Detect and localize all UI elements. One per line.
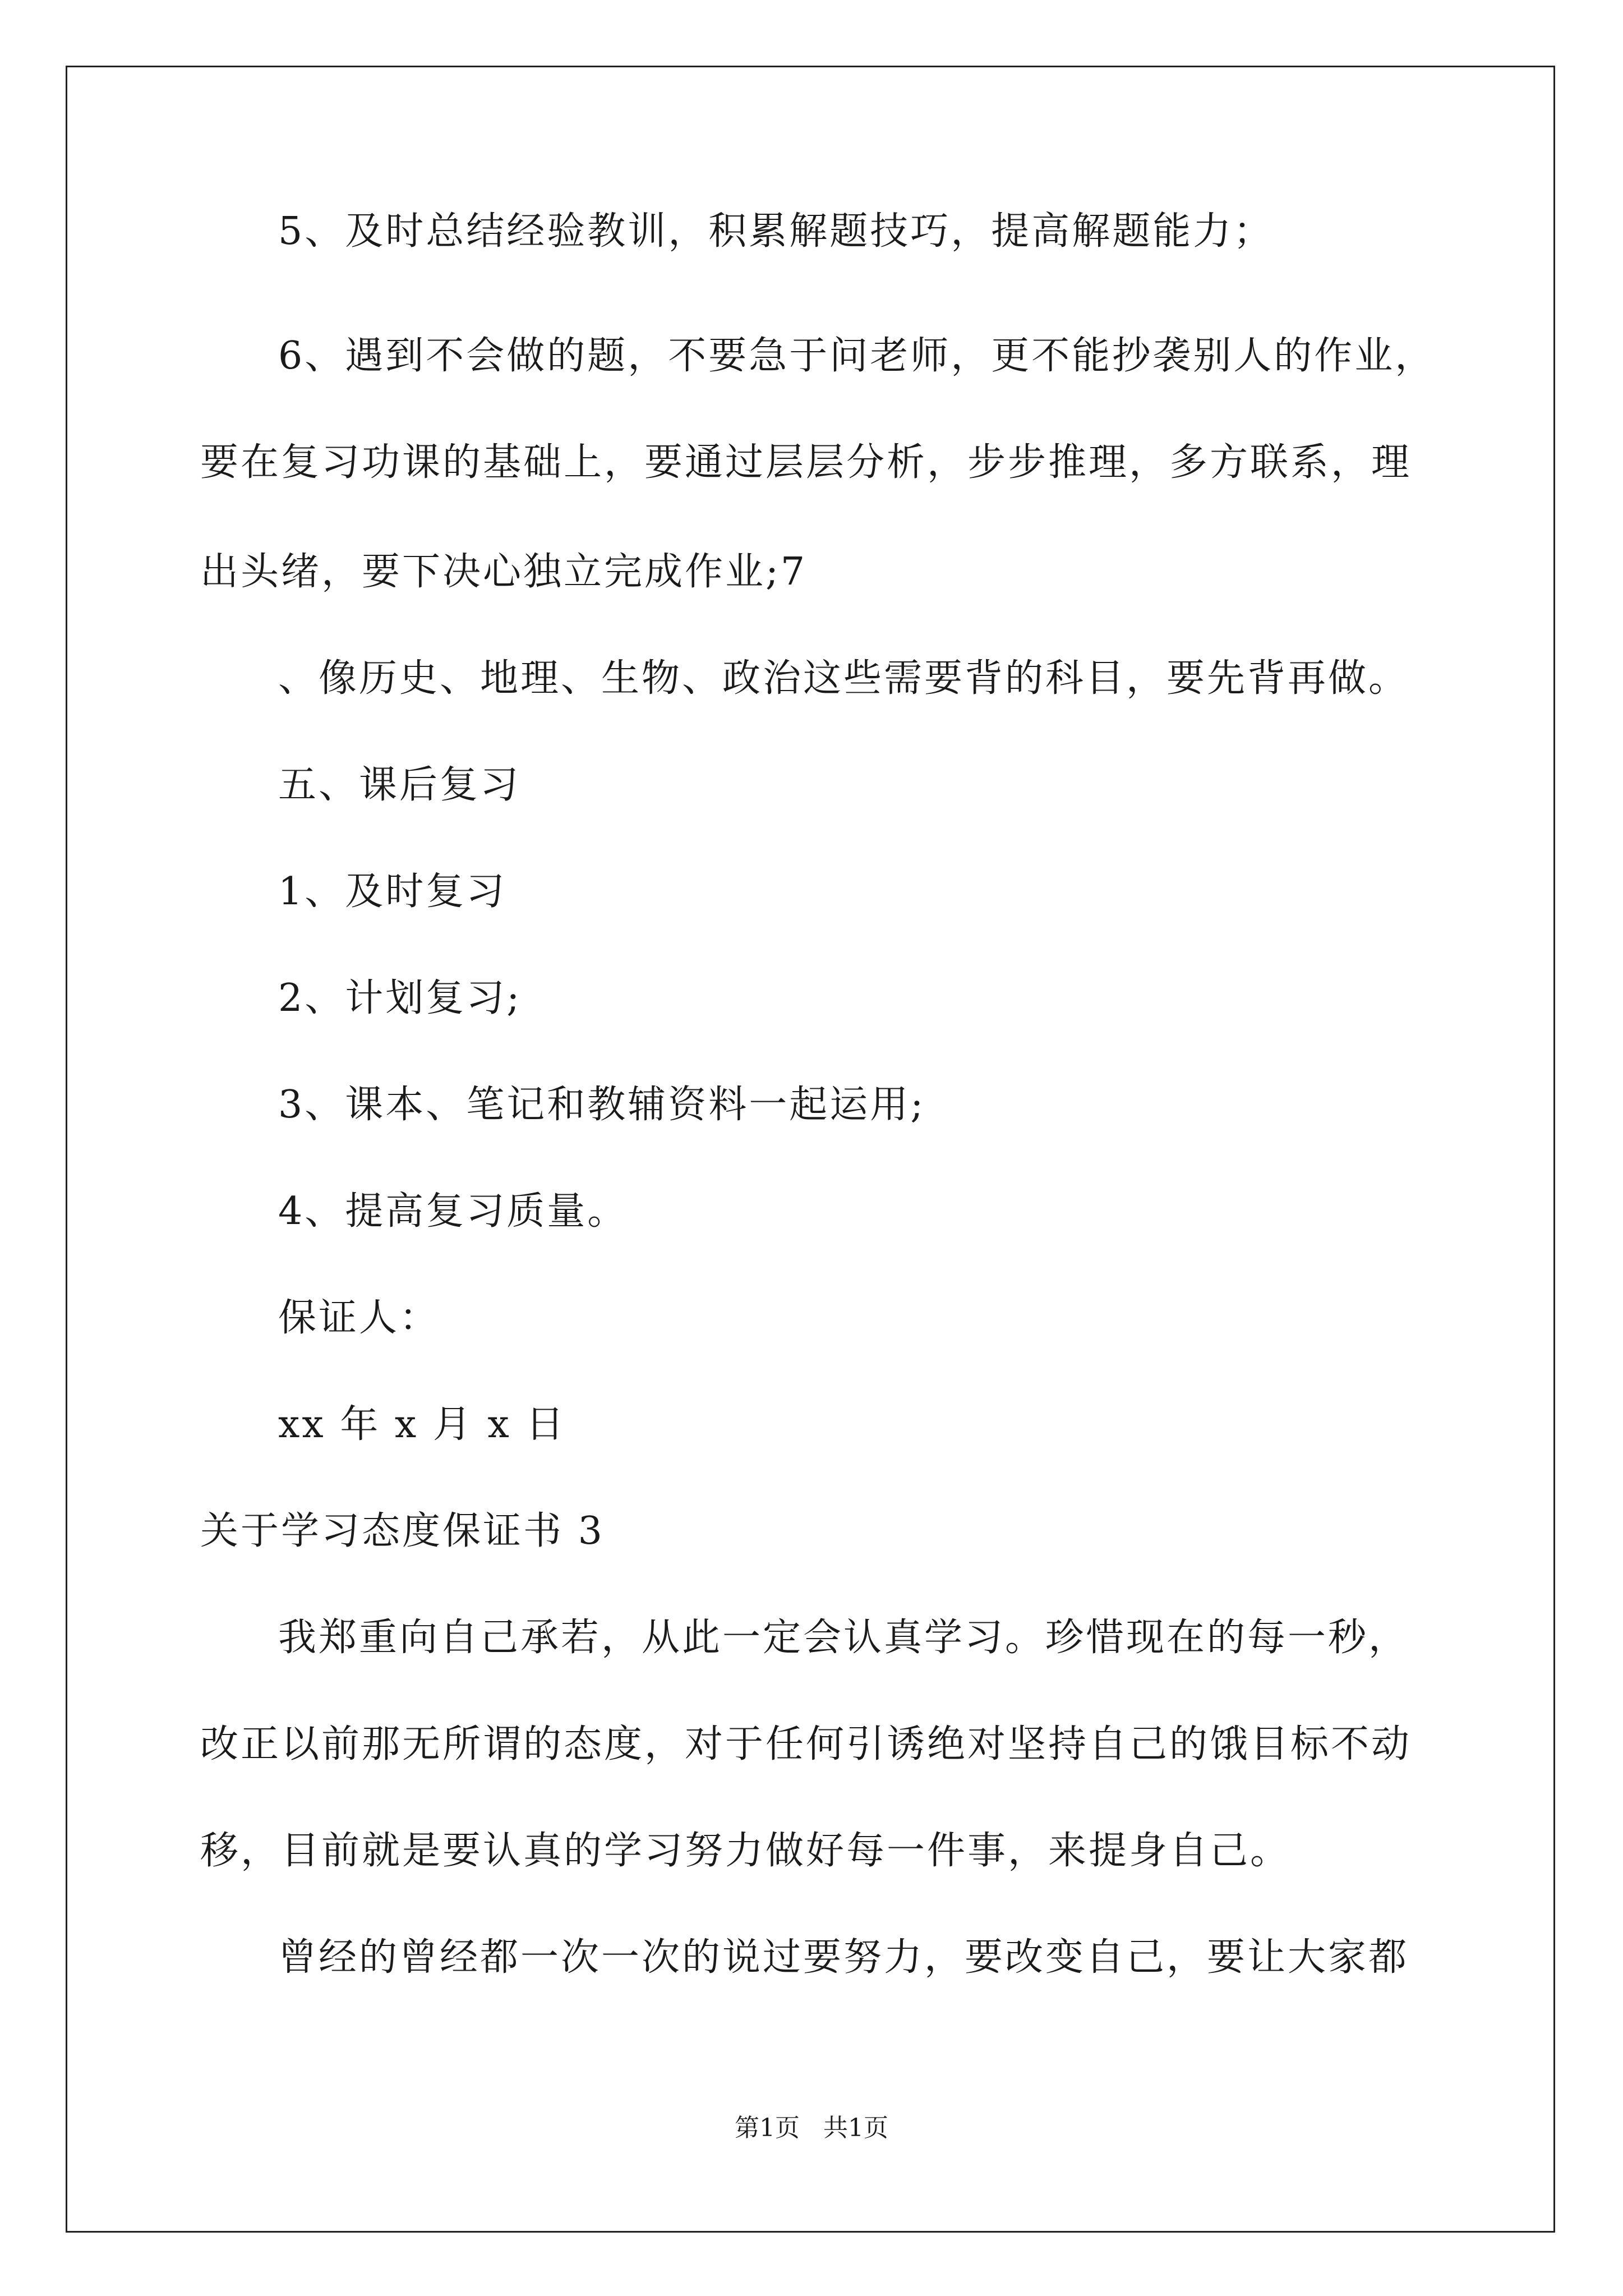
text-line: 移，目前就是要认真的学习努力做好每一件事，来提身自己。	[200, 1829, 1291, 1873]
text-line: 2、计划复习;	[278, 976, 522, 1020]
text-line: 4、提高复习质量。	[278, 1189, 628, 1234]
page-footer: 第1页 共1页	[735, 2114, 888, 2142]
date-line: xx 年 x 月 x 日	[278, 1402, 566, 1447]
text-line: 要在复习功课的基础上，要通过层层分析，步步推理，多方联系，理	[200, 440, 1412, 485]
text-line: 我郑重向自己承若，从此一定会认真学习。珍惜现在的每一秒，	[278, 1616, 1409, 1660]
text-line: 6、遇到不会做的题，不要急于问老师，更不能抄袭别人的作业，	[278, 334, 1436, 378]
text-line: 5、及时总结经验教训，积累解题技巧，提高解题能力；	[278, 209, 1274, 254]
text-line: 1、及时复习	[278, 869, 507, 914]
guarantor-label: 保证人：	[278, 1296, 440, 1340]
text-line: 改正以前那无所谓的态度，对于任何引诱绝对坚持自己的饿目标不动	[200, 1722, 1412, 1766]
text-line: 3、课本、笔记和教辅资料一起运用;	[278, 1083, 926, 1127]
text-line: 出头绪，要下决心独立完成作业;7	[200, 550, 808, 594]
document-title: 关于学习态度保证书 3	[200, 1509, 605, 1553]
page-border	[66, 66, 1555, 2233]
text-line: 、像历史、地理、生物、政治这些需要背的科目，要先背再做。	[278, 656, 1409, 701]
section-heading: 五、课后复习	[278, 763, 521, 807]
text-line: 曾经的曾经都一次一次的说过要努力，要改变自己，要让大家都	[278, 1935, 1409, 1980]
